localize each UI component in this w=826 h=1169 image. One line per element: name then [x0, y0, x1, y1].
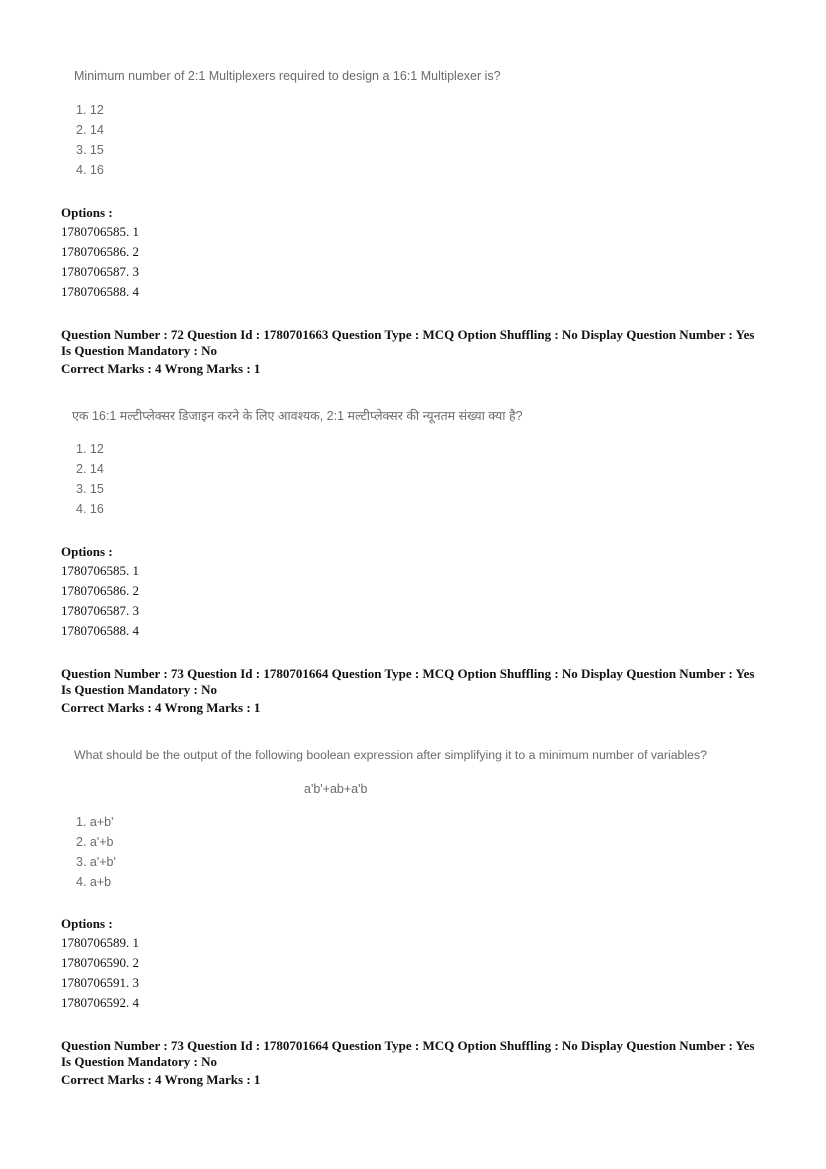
option-id: 1780706588. 4	[61, 284, 139, 299]
question-mandatory: Is Question Mandatory : No	[61, 682, 218, 697]
options-label: Options :	[61, 916, 113, 931]
choice-item: 3. 15	[76, 482, 104, 496]
question-text: एक 16:1 मल्टीप्लेक्सर डिजाइन करने के लिए आवश्यक, 2:1 मल्टीप्लेक्सर की न्यूनतम संख्या क्या है?	[72, 409, 523, 423]
option-id: 1780706587. 3	[61, 264, 139, 279]
options-label: Options :	[61, 205, 113, 220]
option-id: 1780706588. 4	[61, 623, 139, 638]
question-mandatory: Is Question Mandatory : No	[61, 343, 218, 358]
question-meta: Question Number : 73 Question Id : 1780701664 Question Type : MCQ Option Shuffling : No Display Question Number : Yes	[61, 666, 755, 681]
choice-item: 2. 14	[76, 462, 104, 476]
choice-item: 2. a'+b	[76, 835, 114, 849]
choice-item: 3. a'+b'	[76, 855, 116, 869]
choice-item: 3. 15	[76, 143, 104, 157]
question-marks: Correct Marks : 4 Wrong Marks : 1	[61, 1072, 261, 1087]
option-id: 1780706586. 2	[61, 583, 139, 598]
option-id: 1780706586. 2	[61, 244, 139, 259]
choice-item: 1. 12	[76, 103, 104, 117]
option-id: 1780706592. 4	[61, 995, 139, 1010]
question-text: What should be the output of the following boolean expression after simplifying it to a minimum number of variables?	[74, 748, 707, 762]
option-id: 1780706591. 3	[61, 975, 139, 990]
choice-item: 1. a+b'	[76, 815, 114, 829]
options-label: Options :	[61, 544, 113, 559]
option-id: 1780706587. 3	[61, 603, 139, 618]
question-marks: Correct Marks : 4 Wrong Marks : 1	[61, 700, 261, 715]
option-id: 1780706589. 1	[61, 935, 139, 950]
choice-item: 1. 12	[76, 442, 104, 456]
choice-item: 4. a+b	[76, 875, 112, 889]
question-meta: Question Number : 72 Question Id : 1780701663 Question Type : MCQ Option Shuffling : No Display Question Number : Yes	[61, 327, 755, 342]
choice-item: 4. 16	[76, 502, 104, 516]
boolean-expression: a'b'+ab+a'b	[304, 782, 368, 796]
option-id: 1780706585. 1	[61, 563, 139, 578]
option-id: 1780706585. 1	[61, 224, 139, 239]
option-id: 1780706590. 2	[61, 955, 139, 970]
question-meta: Question Number : 73 Question Id : 1780701664 Question Type : MCQ Option Shuffling : No Display Question Number : Yes	[61, 1038, 755, 1053]
choice-item: 2. 14	[76, 123, 104, 137]
question-mandatory: Is Question Mandatory : No	[61, 1054, 218, 1069]
choice-item: 4. 16	[76, 163, 104, 177]
question-marks: Correct Marks : 4 Wrong Marks : 1	[61, 361, 261, 376]
question-text: Minimum number of 2:1 Multiplexers required to design a 16:1 Multiplexer is?	[74, 69, 501, 83]
